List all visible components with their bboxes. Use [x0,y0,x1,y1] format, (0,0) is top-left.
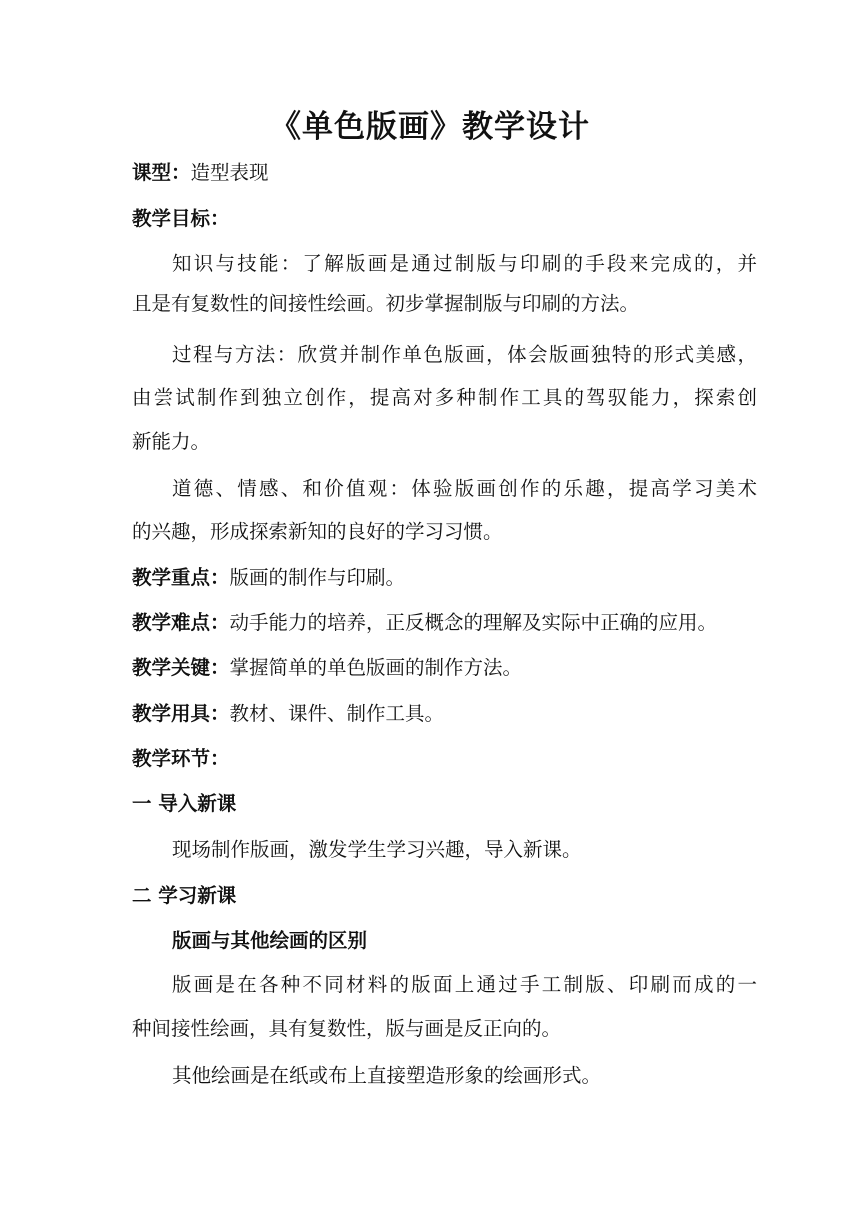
tools-value: 教材、课件、制作工具。 [229,702,445,725]
knowledge-line-2: 且是有复数性的间接性绘画。初步掌握制版与印刷的方法。 [132,292,640,315]
tools-line [132,700,757,727]
key-points-line [132,564,757,591]
sections-heading: 教学环节： [132,747,230,770]
values-line-1: 道德、情感、和价值观：体验版画创作的乐趣，提高学习美术 [172,477,757,500]
course-type-label: 课型： [132,161,191,184]
print-line-2: 种间接性绘画，具有复数性，版与画是反正向的。 [132,1017,562,1040]
other-painting-text: 其他绘画是在纸或布上直接塑造形象的绘画形式。 [172,1064,602,1087]
print-line-1: 版画是在各种不同材料的版面上通过手工制版、印刷而成的一 [172,973,757,996]
objectives-heading: 教学目标： [132,207,230,230]
knowledge-line-1: 知识与技能：了解版画是通过制版与印刷的手段来完成的，并 [172,252,757,275]
values-line-2: 的兴趣，形成探索新知的良好的学习习惯。 [132,520,503,543]
course-type-value: 造型表现 [190,161,269,184]
key-link-line [132,654,757,681]
process-line-3: 新能力。 [132,430,211,453]
key-link-value: 掌握简单的单色版画的制作方法。 [229,656,523,679]
key-points-label: 教学重点： [132,566,230,589]
key-link-label: 教学关键： [132,656,230,679]
intro-heading: 一 导入新课 [132,792,237,815]
tools-label: 教学用具： [132,702,230,725]
difficulties-line [132,609,757,636]
difficulties-value: 动手能力的培养，正反概念的理解及实际中正确的应用。 [229,611,718,634]
document-title: 《单色版画》教学设计 [270,109,590,145]
learn-heading: 二 学习新课 [132,884,237,907]
difference-heading: 版画与其他绘画的区别 [172,929,368,952]
intro-text: 现场制作版画，激发学生学习兴趣，导入新课。 [172,838,582,861]
process-line-2: 由尝试制作到独立创作，提高对多种制作工具的驾驭能力，探索创 [132,386,757,409]
key-points-value: 版画的制作与印刷。 [229,566,406,589]
course-type-line [132,159,757,186]
process-line-1: 过程与方法：欣赏并制作单色版画，体会版画独特的形式美感， [172,343,757,366]
difficulties-label: 教学难点： [132,611,230,634]
